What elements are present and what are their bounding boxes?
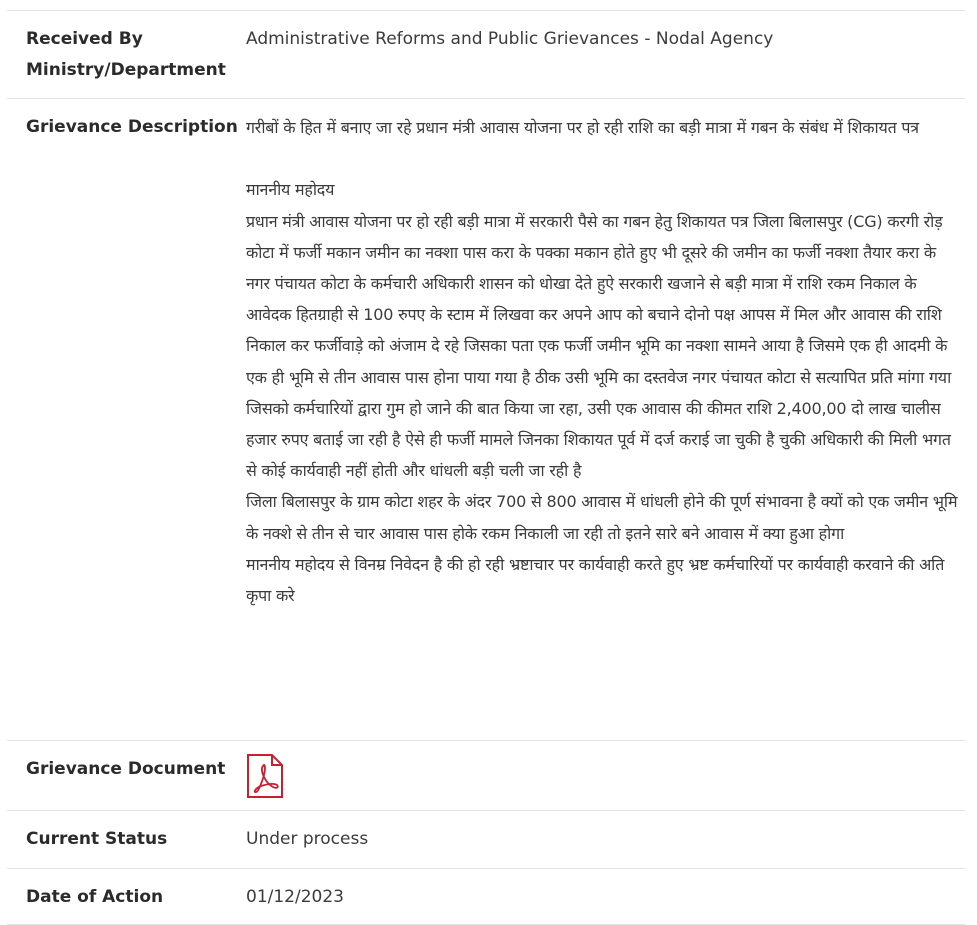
current-status-label: Current Status: [26, 829, 168, 849]
grievance-document-value: [246, 754, 965, 810]
received-by-value: Administrative Reforms and Public Grievances - Nodal Agency: [246, 29, 774, 49]
received-by-row: [7, 10, 965, 98]
grievance-document-row: [7, 740, 965, 810]
grievance-description-label: Grievance Description: [26, 117, 238, 137]
pdf-file-icon[interactable]: [246, 754, 284, 798]
current-status-row: [7, 810, 965, 868]
received-by-label: Received By Ministry/Department: [26, 29, 226, 80]
date-of-action-value: 01/12/2023: [246, 887, 344, 907]
grievance-description-row: [7, 98, 965, 740]
grievance-description-text: गरीबों के हित में बनाए जा रहे प्रधान मंत्री आवास योजना पर हो रही राशि का बड़ी मात्रा में गबन के संबंध में शिकायत पत्र माननीय महोदय प्रधान मंत्री आवास योजना पर हो रही बड़ी मात्रा में सरकारी पैसे का गबन हेतु शिकायत पत्र जिला बिलासपुर (CG) करगी रोड़ कोटा में फर्जी मकान जमीन का नक्शा पास करा के पक्का मकान होते हुए भी दूसरे की जमीन का फर्जी नक्शा तैयार करा के नगर पंचायत कोटा के कर्मचारी अधिकारी शासन को धोखा देते हुऐ सरकारी खजाने से बड़ी मात्रा में राशि रकम निकाल के आवेदक हितग्राही से 100 रुपए के स्टाम में लिखवा कर अपने आप को बचाने दोनो पक्ष आपस में मिल और आवास की राशि निकाल कर फर्जीवाड़े को अंजाम दे रहे जिसका पता एक फर्जी जमीन भूमि का नक्शा सामने आया है जिसमे एक ही आदमी के एक ही भूमि से तीन आवास पास होना पाया गया है ठीक उसी भूमि का दस्तवेज नगर पंचायत कोटा से सत्यापित प्रति मांगा गया जिसको कर्मचारियों द्वारा गुम हो जाने की बात किया जा रहा, उसी एक आवास की कीमत राशि 2,400,00 दो लाख चालीस हजार रुपए बताई जा रही है ऐसे ही फर्जी मामले जिनका शिकायत पूर्व में दर्ज कराई जा चुकी है चुकी अधिकारी की मिली भगत से कोई कार्यवाही नहीं होती और धांधली बड़ी चली जा रही है जिला बिलासपुर के ग्राम कोटा शहर के अंदर 700 से 800 आवास में धांधली होने की पूर्ण संभावना है क्यों को एक जमीन भूमि के नक्शे से तीन से चार आवास पास होके रकम निकाली जा रही तो इतने सारे बने आवास में क्या हुआ होगा माननीय महोदय से विनम्र निवेदन है की हो रही भ्रष्टाचार पर कार्यवाही करते हुए भ्रष्ट कर्मचारियों पर कार्यवाही करवाने की अति कृपा करे: [246, 118, 958, 606]
date-of-action-row: [7, 868, 965, 925]
current-status-value: Under process: [246, 829, 369, 849]
grievance-document-label: Grievance Document: [26, 759, 226, 779]
date-of-action-label: Date of Action: [26, 887, 164, 907]
grievance-details-table: [7, 10, 965, 925]
